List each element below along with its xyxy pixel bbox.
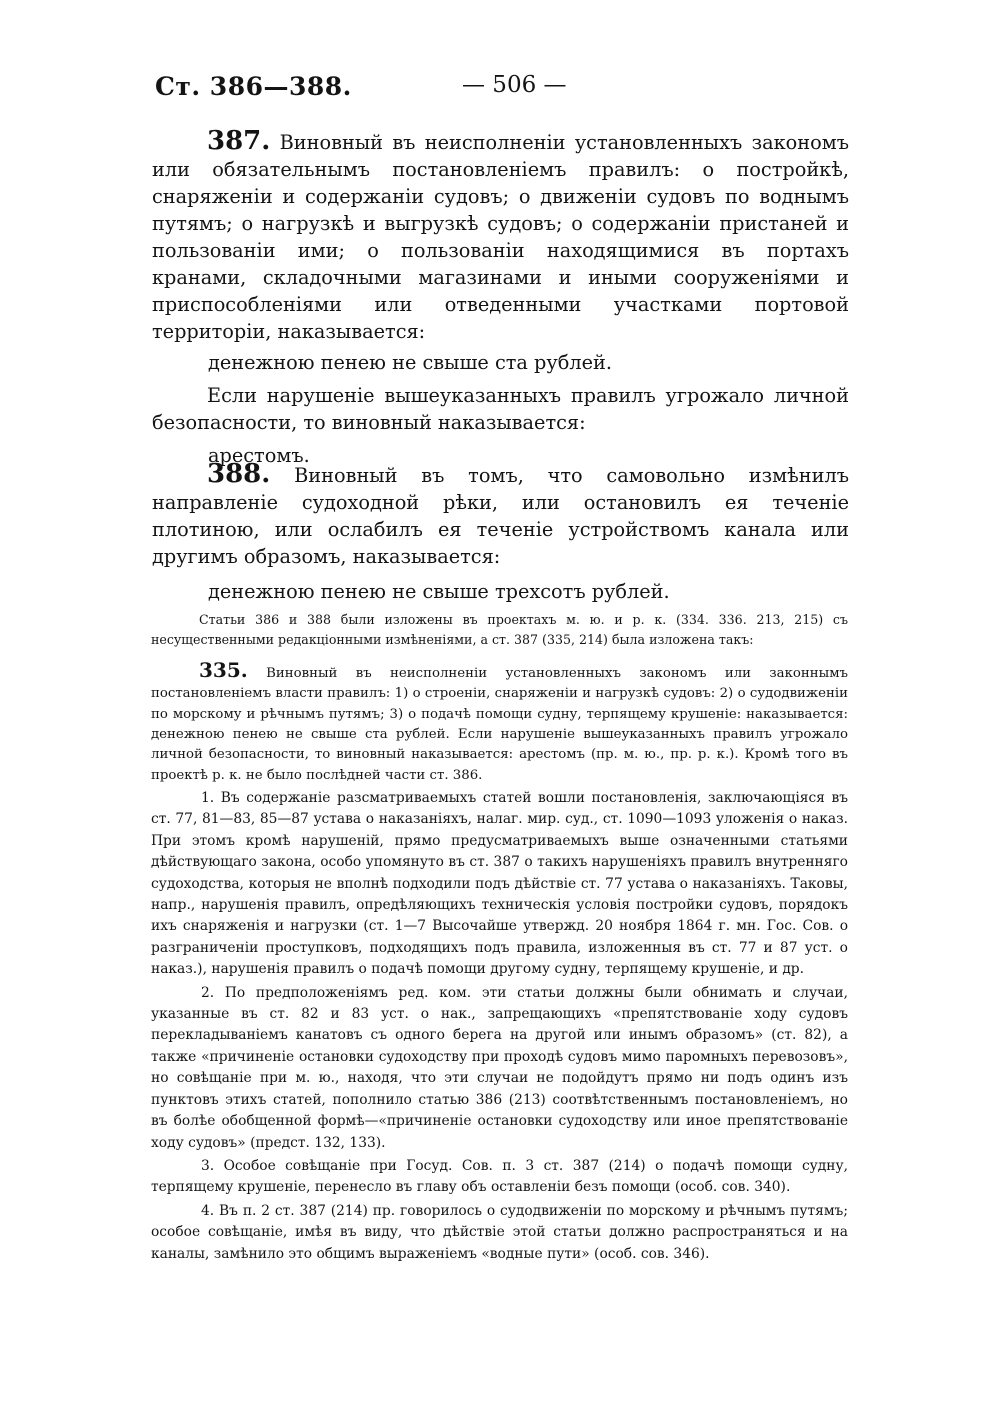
- article-388: [152, 461, 849, 605]
- article-335-draft: [151, 657, 848, 786]
- article-range: Ст. 386—388.: [155, 72, 352, 101]
- commentary-item: 4. Въ п. 2 ст. 387 (214) пр. говорилось о судодвиженіи по морскому и рѣчнымъ путямъ; особое совѣщаніе, имѣя въ виду, что дѣйствіе этой статьи должно распространяться и на каналы, замѣнило это общимъ выраженіемъ «водные пути» (особ. сов. 346).: [151, 1202, 848, 1262]
- commentary-item: 1. Въ содержаніе разсматриваемыхъ статей вошли постановленія, заключающіяся въ ст. 77, 81—83, 85—87 устава о наказаніяхъ, налаг. мир. суд., ст. 1090—1093 уложенія о наказ. При этомъ кромѣ нарушеній, прямо предусматриваемыхъ выше означенными статьями дѣйствующаго закона, особо упомянуто въ ст. 387 о такихъ нарушеніяхъ правилъ внутренняго судоходства, которыя не вполнѣ подходили подъ дѣйствіе ст. 77 устава о наказаніяхъ. Таковы, напр., нарушенія правилъ, опредѣляющихъ техническія условія постройки судовъ, порядокъ ихъ снаряженія и нагрузки (ст. 1—7 Высочайше утвержд. 20 ноября 1864 г. мн. Гос. Сов. о разграниченіи проступковъ, подходящихъ подъ правила, изложенныя въ ст. 77 и 87 уст. о наказ.), нарушенія правилъ о подачѣ помощи другому судну, терпящему крушеніе, и др.: [151, 790, 848, 978]
- article-387-text: [152, 128, 849, 345]
- article-body: Виновный въ неисполненіи установленныхъ закономъ или обязательнымъ постановленіемъ правилъ: о постройкѣ, снаряженіи и содержаніи судовъ; о движеніи судовъ по воднымъ путямъ; о нагрузкѣ и выгрузкѣ судовъ; о содержаніи пристаней и пользованіи ими; о пользованіи находящимися въ портахъ кранами, складочными магазинами и иными сооруженіями и приспособленіями или отведенными участками портовой территоріи, наказывается:: [152, 131, 849, 343]
- page-number: — 506 —: [462, 72, 567, 98]
- notes-intro: Статьи 386 и 388 были изложены въ проектахъ м. ю. и р. к. (334. 336. 213, 215) съ несущественными редакціонными измѣненіями, а ст. 387 (335, 214) была изложена такъ:: [151, 612, 848, 648]
- numbered-commentary: [151, 788, 848, 1267]
- commentary-item: 3. Особое совѣщаніе при Госуд. Сов. п. 3 ст. 387 (214) о подачѣ помощи судну, терпящему крушеніе, перенесло въ главу объ оставленіи безъ помощи (особ. сов. 340).: [151, 1157, 848, 1196]
- article-number: 387.: [207, 126, 271, 156]
- article-body: Виновный въ неисполненіи установленныхъ закономъ или законнымъ постановленіемъ власти правилъ: 1) о строеніи, снаряженіи и нагрузкѣ судовъ: 2) о судодвиженіи по морскому и рѣчнымъ путямъ; 3) о подачѣ помощи судну, терпящему крушеніе: наказывается: денежною пенею не свыше ста рублей. Если нарушеніе вышеуказанныхъ правилъ угрожало личной безопасности, то виновный наказывается: арестомъ (пр. м. ю., пр. р. к.). Кромѣ того въ проектѣ р. к. не было послѣдней части ст. 386.: [151, 665, 848, 783]
- penalty-line: денежною пенею не свыше ста рублей.: [208, 351, 612, 374]
- page-header: [155, 72, 855, 112]
- aggravation-clause: Если нарушеніе вышеуказанныхъ правилъ угрожало личной безопасности, то виновный наказывается:: [152, 384, 849, 434]
- article-387: [152, 128, 849, 469]
- article-388-text: [152, 461, 849, 570]
- editorial-notes: [151, 610, 848, 786]
- article-number: 335.: [199, 657, 248, 682]
- penalty-line: арестомъ.: [208, 444, 310, 467]
- article-body: Виновный въ томъ, что самовольно измѣнилъ направленіе судоходной рѣки, или остановилъ ея теченіе плотиною, или ослабилъ ея теченіе устройствомъ канала или другимъ образомъ, наказывается:: [152, 464, 849, 568]
- article-number: 388.: [207, 459, 271, 489]
- commentary-item: 2. По предположеніямъ ред. ком. эти статьи должны были обнимать и случаи, указанные въ ст. 82 и 83 уст. о нак., запрещающихъ «препятствованіе ходу судовъ перекладываніемъ канатовъ съ одного берега на другой или инымъ образомъ» (ст. 82), а также «причиненіе остановки судоходству при проходѣ судовъ мимо паромныхъ перевозовъ», но совѣщаніе при м. ю., находя, что эти случаи не подойдутъ прямо ни подъ одинъ изъ пунктовъ этихъ статей, пополнило статью 386 (213) соотвѣтственнымъ постановленіемъ, но въ болѣе обобщенной формѣ—«причиненіе остановки судоходству или иное препятствованіе ходу судовъ» (предст. 132, 133).: [151, 984, 848, 1151]
- penalty-line: денежною пенею не свыше трехсотъ рублей.: [208, 580, 670, 603]
